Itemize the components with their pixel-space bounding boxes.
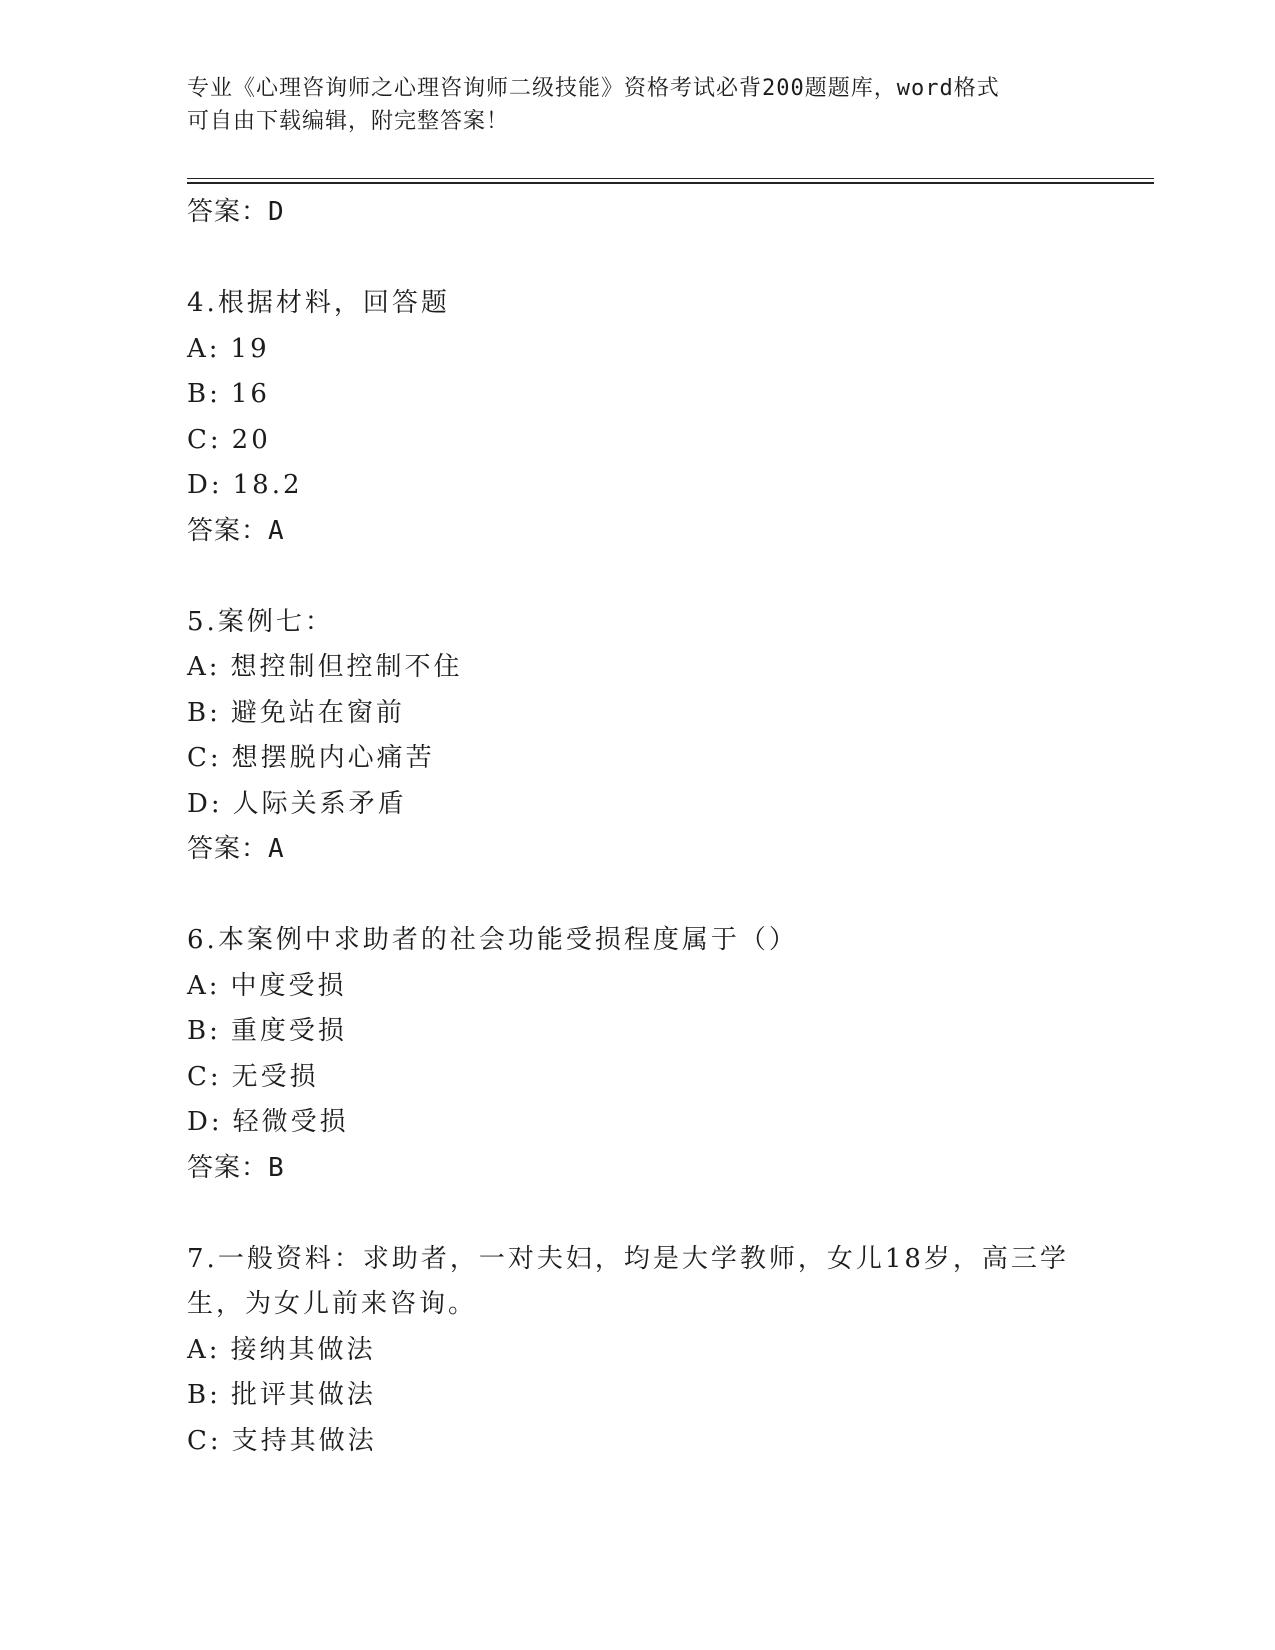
option-text: 19 [230,333,270,364]
option-letter: C: [187,743,222,773]
option-d [187,782,1087,828]
option-letter: C: [187,1061,222,1092]
document-header [187,72,1067,138]
option-text: 避免站在窗前 [230,697,405,728]
question-text: 本案例中求助者的社会功能受损程度属于（） [217,925,798,955]
question-6 [187,918,1087,964]
answer-value: A [268,515,285,546]
answer-label: 答案： [187,197,269,227]
option-letter: D: [187,1107,223,1137]
option-letter: B: [187,1016,221,1046]
option-letter: B: [187,1380,221,1410]
option-a [187,327,1087,373]
header-divider-thin [187,178,1154,179]
question-text-line-2: 生，为女儿前来咨询。 [187,1289,478,1319]
question-text: 案例七： [217,606,334,637]
question-number: 4. [187,288,218,318]
answer-line [187,1146,1087,1192]
option-b [187,691,1087,737]
header-divider-thick [187,182,1154,184]
option-text: 人际关系矛盾 [232,788,407,819]
option-letter: D: [187,788,223,819]
option-a [187,964,1087,1010]
answer-label: 答案： [187,1152,269,1183]
option-c [187,1055,1087,1101]
question-7-continued [187,1282,1087,1328]
option-text: 无受损 [231,1061,319,1092]
option-letter: B: [187,379,221,409]
question-4 [187,281,1087,327]
answer-label: 答案： [187,515,269,546]
option-text: 接纳其做法 [230,1334,376,1365]
answer-value: B [268,1152,285,1183]
option-letter: A: [187,652,221,682]
option-text: 中度受损 [230,970,347,1001]
option-letter: C: [187,424,222,455]
option-text: 重度受损 [230,1016,347,1046]
option-text: 18.2 [232,470,303,500]
question-number: 7. [187,1243,218,1274]
option-d [187,463,1087,509]
answer-line [187,509,1087,555]
option-letter: A: [187,970,221,1001]
answer-line [187,190,1087,236]
option-text: 轻微受损 [232,1107,349,1137]
option-text: 16 [230,379,270,409]
option-letter: B: [187,697,221,728]
option-letter: A: [187,333,221,364]
option-d [187,1100,1087,1146]
answer-line [187,827,1087,873]
header-line-2: 可自由下载编辑，附完整答案！ [187,109,510,134]
option-text: 批评其做法 [230,1380,376,1410]
option-letter: A: [187,1334,221,1365]
question-5 [187,600,1087,646]
option-b [187,1009,1087,1055]
option-text: 20 [231,424,271,455]
option-text: 想摆脱内心痛苦 [231,743,435,773]
option-b [187,1373,1087,1419]
option-letter: D: [187,470,223,500]
question-7 [187,1237,1087,1283]
answer-label: 答案： [187,834,269,864]
question-text: 根据材料，回答题 [217,288,450,318]
option-c [187,1419,1087,1465]
option-letter: C: [187,1425,222,1456]
option-b [187,372,1087,418]
option-text: 支持其做法 [231,1425,377,1456]
question-number: 6. [187,925,218,955]
option-c [187,736,1087,782]
question-number: 5. [187,606,218,637]
question-text-line-1: 一般资料：求助者，一对夫妇，均是大学教师，女儿18岁，高三学 [217,1243,1069,1274]
answer-value: A [268,834,285,864]
option-a [187,1328,1087,1374]
header-line-1: 专业《心理咨询师之心理咨询师二级技能》资格考试必背200题题库，word格式 [187,76,1000,101]
answer-value: D [268,197,285,227]
question-list [187,190,1087,1464]
option-a [187,645,1087,691]
option-c [187,418,1087,464]
option-text: 想控制但控制不住 [230,652,463,682]
